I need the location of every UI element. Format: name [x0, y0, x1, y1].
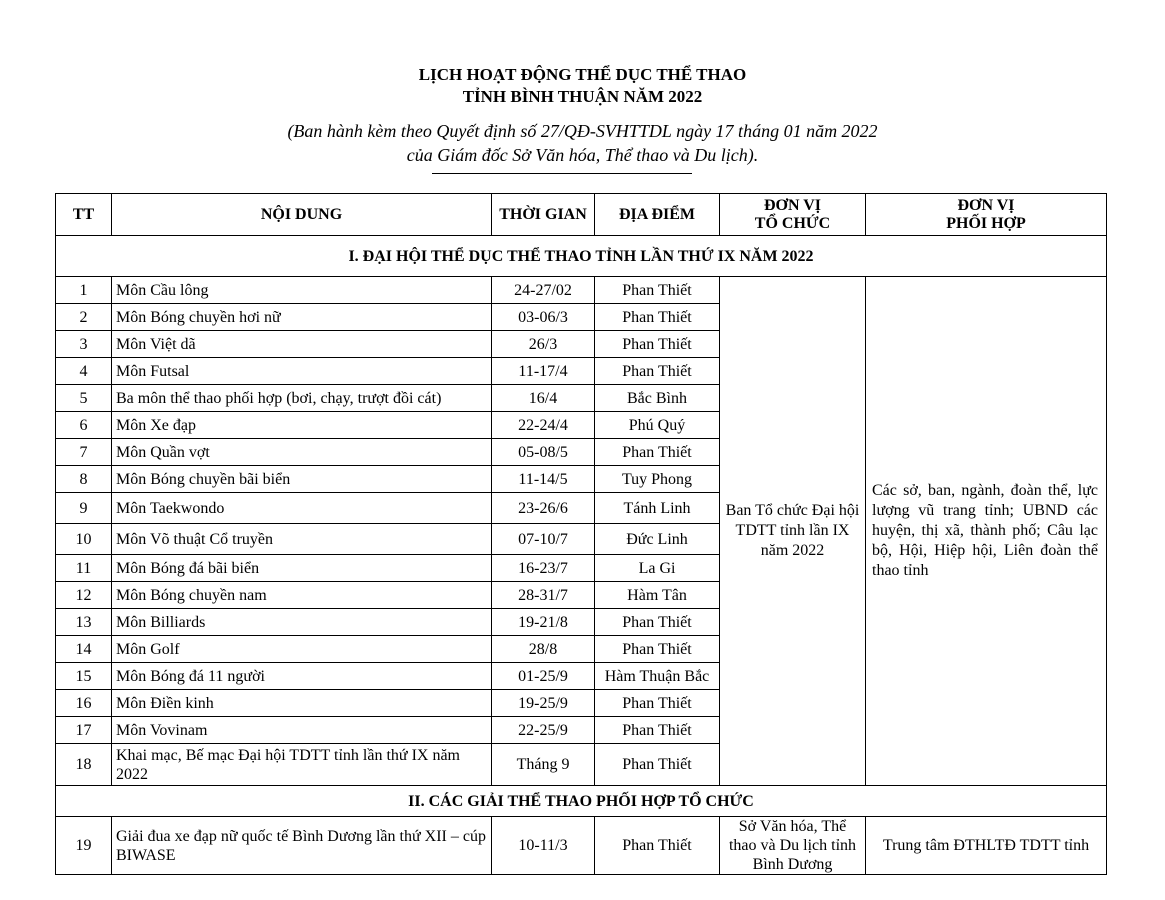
cell-time: 10-11/3: [492, 817, 595, 875]
cell-place: Phan Thiết: [595, 358, 720, 385]
cell-partner: Trung tâm ĐTHLTĐ TDTT tỉnh: [866, 817, 1107, 875]
column-header-organizer-line2: TỔ CHỨC: [754, 214, 831, 232]
cell-content: Môn Vovinam: [112, 717, 492, 744]
cell-content: Môn Billiards: [112, 609, 492, 636]
document-title-line-1: LỊCH HOẠT ĐỘNG THỂ DỤC THỂ THAO: [418, 65, 747, 84]
cell-place: Phú Quý: [595, 412, 720, 439]
cell-place: Phan Thiết: [595, 717, 720, 744]
cell-tt: 18: [56, 744, 112, 786]
cell-tt: 13: [56, 609, 112, 636]
cell-content: Môn Golf: [112, 636, 492, 663]
section-2-header-row: [56, 786, 1107, 817]
cell-time: 22-25/9: [492, 717, 595, 744]
table-row: [56, 817, 1107, 875]
cell-time: 19-25/9: [492, 690, 595, 717]
cell-place: Phan Thiết: [595, 690, 720, 717]
cell-content: Khai mạc, Bế mạc Đại hội TDTT tỉnh lần thứ IX năm 2022: [112, 744, 492, 786]
column-header-organizer-line1: ĐƠN VỊ: [763, 196, 822, 214]
cell-tt: 5: [56, 385, 112, 412]
cell-content: Môn Điền kinh: [112, 690, 492, 717]
cell-place: Phan Thiết: [595, 304, 720, 331]
cell-place: Phan Thiết: [595, 439, 720, 466]
cell-time: 23-26/6: [492, 493, 595, 524]
cell-time: 11-14/5: [492, 466, 595, 493]
section-1-title: I. ĐẠI HỘI THỂ DỤC THỂ THAO TỈNH LẦN THỨ IX NĂM 2022: [56, 236, 1107, 277]
cell-place: Phan Thiết: [595, 331, 720, 358]
cell-tt: 9: [56, 493, 112, 524]
cell-place: Hàm Tân: [595, 582, 720, 609]
cell-tt: 12: [56, 582, 112, 609]
cell-tt: 10: [56, 524, 112, 555]
cell-organizer: Sở Văn hóa, Thể thao và Du lịch tỉnh Bình Dương: [720, 817, 866, 875]
cell-time: 16/4: [492, 385, 595, 412]
cell-time: 11-17/4: [492, 358, 595, 385]
cell-content: Giải đua xe đạp nữ quốc tế Bình Dương lần thứ XII – cúp BIWASE: [112, 817, 492, 875]
cell-tt: 7: [56, 439, 112, 466]
cell-place: Phan Thiết: [595, 609, 720, 636]
cell-tt: 14: [56, 636, 112, 663]
cell-tt: 2: [56, 304, 112, 331]
cell-organizer-section-1: Ban Tổ chức Đại hội TDTT tỉnh lần IX năm 2022: [720, 277, 866, 786]
cell-content: Môn Cầu lông: [112, 277, 492, 304]
cell-content: Môn Taekwondo: [112, 493, 492, 524]
cell-tt: 11: [56, 555, 112, 582]
cell-tt: 17: [56, 717, 112, 744]
cell-place: Phan Thiết: [595, 744, 720, 786]
cell-place: Bắc Bình: [595, 385, 720, 412]
cell-tt: 16: [56, 690, 112, 717]
document-title-line-2: TỈNH BÌNH THUẬN NĂM 2022: [462, 87, 703, 106]
cell-content: Môn Xe đạp: [112, 412, 492, 439]
table-body: [56, 236, 1107, 875]
cell-time: 05-08/5: [492, 439, 595, 466]
cell-content: Môn Bóng chuyền hơi nữ: [112, 304, 492, 331]
document-subtitle-line-1: (Ban hành kèm theo Quyết định số 27/QĐ-SVHTTDL ngày 17 tháng 01 năm 2022: [287, 121, 878, 141]
column-header-tt: TT: [56, 194, 112, 236]
column-header-content: NỘI DUNG: [112, 194, 492, 236]
cell-place: Đức Linh: [595, 524, 720, 555]
cell-tt: 1: [56, 277, 112, 304]
section-1-header-row: [56, 236, 1107, 277]
cell-place: Phan Thiết: [595, 277, 720, 304]
cell-place: Phan Thiết: [595, 817, 720, 875]
cell-tt: 15: [56, 663, 112, 690]
cell-place: La Gi: [595, 555, 720, 582]
title-divider: [432, 173, 692, 174]
cell-time: 03-06/3: [492, 304, 595, 331]
cell-tt: 4: [56, 358, 112, 385]
cell-partner-section-1: Các sở, ban, ngành, đoàn thể, lực lượng vũ trang tỉnh; UBND các huyện, thị xã, thành phố; Câu lạc bộ, Hội, Hiệp hội, Liên đoàn thể thao tỉnh: [866, 277, 1107, 786]
cell-tt: 19: [56, 817, 112, 875]
cell-time: Tháng 9: [492, 744, 595, 786]
cell-time: 22-24/4: [492, 412, 595, 439]
column-header-partner: [866, 194, 1107, 236]
cell-content: Môn Việt dã: [112, 331, 492, 358]
table-header-row: [56, 194, 1107, 236]
cell-tt: 6: [56, 412, 112, 439]
column-header-place: ĐỊA ĐIỂM: [595, 194, 720, 236]
column-header-time: THỜI GIAN: [492, 194, 595, 236]
column-header-partner-line2: PHỐI HỢP: [946, 214, 1026, 232]
cell-time: 07-10/7: [492, 524, 595, 555]
cell-content: Môn Bóng đá 11 người: [112, 663, 492, 690]
schedule-table: [55, 193, 1107, 875]
cell-place: Tuy Phong: [595, 466, 720, 493]
table-row: [56, 277, 1107, 304]
document-subtitle-line-2: của Giám đốc Sở Văn hóa, Thể thao và Du lịch).: [406, 145, 759, 165]
cell-place: Hàm Thuận Bắc: [595, 663, 720, 690]
cell-content: Môn Futsal: [112, 358, 492, 385]
column-header-organizer: [720, 194, 866, 236]
cell-time: 28-31/7: [492, 582, 595, 609]
section-2-title: II. CÁC GIẢI THỂ THAO PHỐI HỢP TỔ CHỨC: [56, 786, 1107, 817]
column-header-partner-line1: ĐƠN VỊ: [957, 196, 1015, 214]
cell-content: Môn Bóng đá bãi biển: [112, 555, 492, 582]
cell-tt: 3: [56, 331, 112, 358]
cell-tt: 8: [56, 466, 112, 493]
cell-content: Ba môn thể thao phối hợp (bơi, chạy, trượt đồi cát): [112, 385, 492, 412]
cell-place: Phan Thiết: [595, 636, 720, 663]
cell-content: Môn Bóng chuyền bãi biển: [112, 466, 492, 493]
cell-place: Tánh Linh: [595, 493, 720, 524]
cell-time: 28/8: [492, 636, 595, 663]
cell-content: Môn Võ thuật Cổ truyền: [112, 524, 492, 555]
cell-time: 19-21/8: [492, 609, 595, 636]
cell-time: 24-27/02: [492, 277, 595, 304]
cell-content: Môn Bóng chuyền nam: [112, 582, 492, 609]
cell-time: 01-25/9: [492, 663, 595, 690]
cell-time: 26/3: [492, 331, 595, 358]
cell-content: Môn Quần vợt: [112, 439, 492, 466]
cell-time: 16-23/7: [492, 555, 595, 582]
